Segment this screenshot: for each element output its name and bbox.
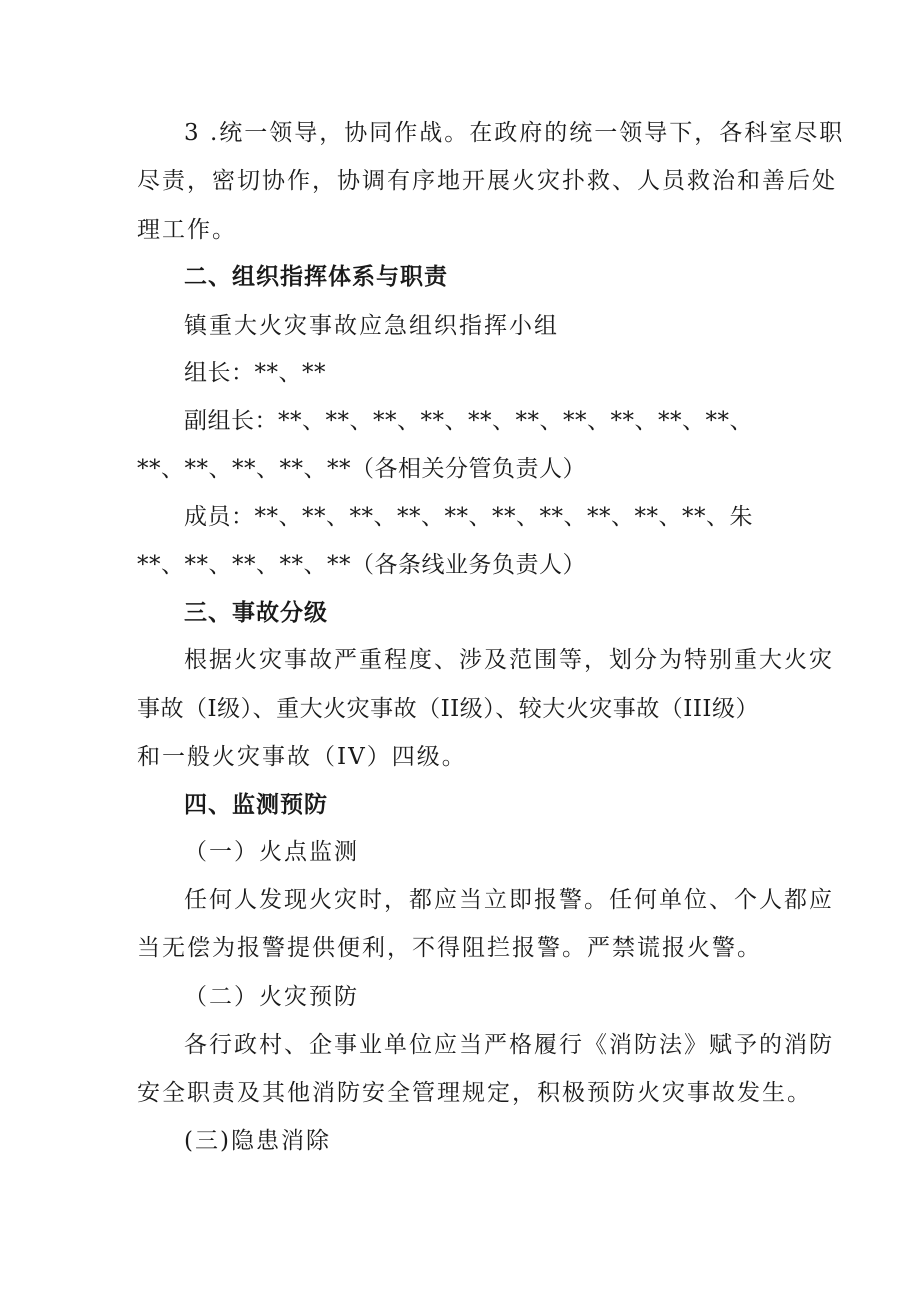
subheading-fire-prevention: （二）火灾预防 [184, 984, 359, 1010]
fire-prevention-line-2: 安全职责及其他消防安全管理规定，积极预防火灾事故发生。 [137, 1080, 812, 1106]
heading-command-system: 二、组织指挥体系与职责 [184, 264, 448, 290]
heading-accident-grading: 三、事故分级 [184, 600, 328, 626]
members-line-1: 成员：**、**、**、**、**、**、**、**、**、**、朱 [184, 504, 753, 530]
para-unified-line-1: 3 .统一领导，协同作战。在政府的统一领导下，各科室尽职 [184, 120, 845, 146]
subheading-hazard-elimination: (三)隐患消除 [184, 1128, 331, 1154]
deputy-leaders-line-1: 副组长：**、**、**、**、**、**、**、**、**、**、 [184, 408, 753, 434]
members-line-2: **、**、**、**、**（各条线业务负责人） [137, 552, 586, 578]
heading-monitoring-prevention: 四、监测预防 [184, 792, 328, 818]
grading-line-1: 根据火灾事故严重程度、涉及范围等，划分为特别重大火灾 [184, 647, 834, 673]
group-leader: 组长：**、** [184, 360, 326, 386]
fire-monitoring-line-2: 当无偿为报警提供便利，不得阻拦报警。严禁谎报火警。 [137, 935, 762, 961]
deputy-leaders-line-2: **、**、**、**、**（各相关分管负责人） [137, 456, 586, 482]
fire-prevention-line-1: 各行政村、企事业单位应当严格履行《消防法》赋予的消防 [184, 1032, 834, 1058]
para-unified-line-2: 尽责，密切协作，协调有序地开展火灾扑救、人员救治和善后处 [137, 168, 837, 194]
command-group-name: 镇重大火灾事故应急组织指挥小组 [184, 313, 559, 339]
grading-line-2: 事故（I级）、重大火灾事故（II级）、较大火灾事故（III级） [137, 696, 760, 722]
subheading-fire-monitoring: （一）火点监测 [184, 839, 359, 865]
grading-line-3: 和一般火灾事故（IV）四级。 [137, 744, 467, 770]
fire-monitoring-line-1: 任何人发现火灾时，都应当立即报警。任何单位、个人都应 [184, 887, 834, 913]
para-unified-line-3: 理工作。 [137, 217, 237, 243]
